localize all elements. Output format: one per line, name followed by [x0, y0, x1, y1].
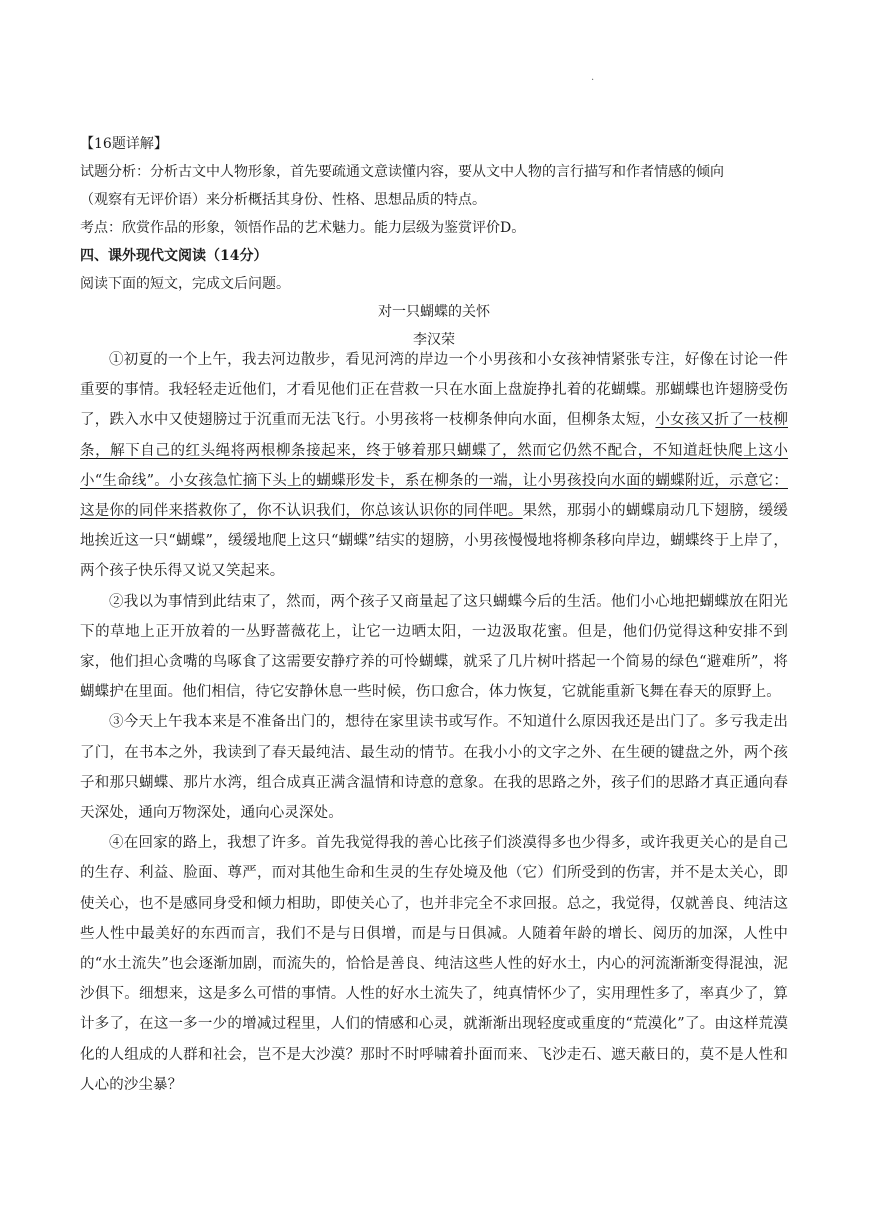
section-4-instruction: 阅读下面的短文，完成文后问题。 — [80, 276, 290, 292]
paragraph-1 — [80, 345, 788, 587]
section-16-heading: 【16题详解】 — [80, 136, 168, 152]
section-4-heading: 四、课外现代文阅读（14分） — [80, 248, 268, 264]
article-author: 李汉荣 — [413, 332, 455, 348]
section-16-block — [80, 130, 788, 354]
page-marker-dot: . — [591, 72, 595, 83]
exam-point-line: 考点：欣赏作品的形象，领悟作品的艺术魅力。能力层级为鉴赏评价D。 — [80, 220, 526, 236]
analysis-line-1: 试题分析：分析古文中人物形象，首先要疏通文意读懂内容，要从文中人物的言行描写和作者情感的倾向 — [80, 164, 724, 180]
article-title: 对一只蝴蝶的关怀 — [378, 304, 490, 320]
paragraph-3: ③今天上午我本来是不准备出门的，想待在家里读书或写作。不知道什么原因我还是出门了。多亏我走出了门，在书本之外，我读到了春天最纯洁、最生动的情节。在我小小的文字之外、在生硬的键盘之外，两个孩子和那只蝴蝶、那片水湾，组合成真正满含温情和诗意的意象。在我的思路之外，孩子们的思路才真正通向春天深处，通向万物深处，通向心灵深处。 — [80, 714, 788, 822]
paragraph-1-text-before: ①初夏的一个上午，我去河边散步，看见河湾的岸边一个小男孩和小女孩神情紧张专注，好像在讨论一件重要的事情。我轻轻走近他们，才看见他们正在营救一只在水面上盘旋挣扎着的花蝴蝶。那蝴蝶也许翅膀受伤了，跌入水中又使翅膀过于沉重而无法飞行。小男孩将一枝柳条伸向水面，但柳条太短， — [80, 352, 788, 429]
paragraph-1-underlined-text: 小女孩又折了一枝柳条，解下自己的红头绳将两根柳条接起来，终于够着那只蝴蝶了，然而它仍然不配合，不知道赶快爬上这小小“生命线”。小女孩急忙摘下头上的蝴蝶形发卡，系在柳条的一端，让小男孩投向水面的蝴蝶附近，示意它：这是你的同伴来搭救你了，你不认识我们，你总该认识你的同伴吧。 — [80, 412, 788, 520]
article-body — [80, 345, 788, 1100]
paragraph-2: ②我以为事情到此结束了，然而，两个孩子又商量起了这只蝴蝶今后的生活。他们小心地把蝴蝶放在阳光下的草地上正开放着的一丛野蔷薇花上，让它一边晒太阳，一边汲取花蜜。但是，他们仍觉得这种安排不到家，他们担心贪嘴的鸟啄食了这需要安静疗养的可怜蝴蝶，就采了几片树叶搭起一个简易的绿色“避难所”，将蝴蝶护在里面。他们相信，待它安静休息一些时候，伤口愈合，体力恢复，它就能重新飞舞在春天的原野上。 — [80, 593, 788, 701]
paragraph-1-text-after: 果然，那弱小的蝴蝶扇动几下翅膀，缓缓地挨近这一只“蝴蝶”，缓缓地爬上这只“蝴蝶”结实的翅膀，小男孩慢慢地将柳条移向岸边，蝴蝶终于上岸了，两个孩子快乐得又说又笑起来。 — [80, 503, 788, 580]
analysis-line-2: （观察有无评价语）来分析概括其身份、性格、思想品质的特点。 — [80, 192, 486, 208]
paragraph-4: ④在回家的路上，我想了许多。首先我觉得我的善心比孩子们淡漠得多也少得多，或许我更关心的是自己的生存、利益、脸面、尊严，而对其他生命和生灵的生存处境及他（它）们所受到的伤害，并不是太关心，即使关心，也不是感同身受和倾力相助，即使关心了，也并非完全不求回报。总之，我觉得，仅就善良、纯洁这些人性中最美好的东西而言，我们不是与日俱增，而是与日俱减。人随着年龄的增长、阅历的加深，人性中的“水土流失”也会逐渐加剧，而流失的，恰恰是善良、纯洁这些人性的好水土，内心的河流渐渐变得混浊，泥沙俱下。细想来，这是多么可惜的事情。人性的好水土流失了，纯真情怀少了，实用理性多了，率真少了，算计多了，在这一多一少的增减过程里，人们的情感和心灵，就渐渐出现轻度或重度的“荒漠化”了。由这样荒漠化的人组成的人群和社会，岂不是大沙漠？那时不时呼啸着扑面而来、飞沙走石、遮天蔽日的，莫不是人性和人心的沙尘暴？ — [80, 835, 788, 1093]
